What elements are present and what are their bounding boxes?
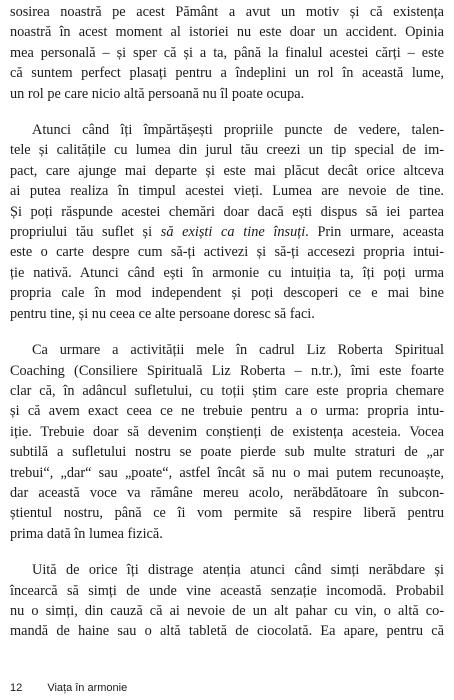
text-line: este o carte despre cum să-ți activezi și să-ți accesezi propria intui- (10, 244, 444, 261)
text-line: mandă de haine sau o altă tabletă de ciocolată. Ea apare, pentru că (10, 623, 444, 640)
text-line: Uită de orice îți distrage atenția atunci când simți nerăbdare și (32, 562, 444, 579)
text-line: încearcă să simți de unde vine această senzație incomodă. Probabil (10, 582, 444, 599)
text-line: Și poți răspunde acestei chemări doar dacă ești dispus să iei partea (10, 203, 444, 220)
text-line: tele și calitățile cu lumea din jurul tău creezi un tip special de im- (10, 142, 444, 159)
italic-phrase: să exiști ca tine însuți (160, 224, 306, 241)
paragraph-4 (10, 560, 444, 642)
text-run: propriului tău suflet și (10, 224, 161, 241)
paragraph-3 (10, 340, 444, 544)
text-line: sosirea noastră pe acest Pământ a avut un motiv și că existența (10, 4, 444, 20)
text-line: prima dată în lumea fizică. (10, 525, 163, 542)
paragraph-2 (10, 120, 444, 324)
body-text (10, 2, 444, 658)
text-line: un rol pe care nicio altă persoană nu îl poate ocupa. (10, 85, 305, 102)
text-line: dar această voce va rămâne mereu acolo, nerăbdătoare în subcon- (10, 484, 444, 501)
paragraph-1 (10, 2, 444, 104)
text-line: iție. Trebuie doar să devenim conștienți de existența acesteia. Vocea (10, 423, 444, 440)
text-run: . Prin urmare, aceasta (305, 224, 445, 241)
text-line: pentru tine, și nu ceea ce alte persoane doresc să faci. (10, 305, 315, 322)
text-line: ție nativă. Atunci când ești în armonie cu intuiția ta, îți poți urma (10, 264, 444, 281)
text-line: știentul nostru, până ce îi vom permite să respire liberă pentru (10, 505, 444, 522)
text-line: propria cale în mod independent și poți descoperi ce e mai bine (10, 285, 444, 302)
text-line: Ca urmare a activității mele în cadrul Liz Roberta Spiritual (32, 342, 444, 359)
text-line: noastră în acest moment al istoriei nu este doar un accident. Opinia (10, 24, 444, 41)
text-line: și că avem exact ceea ce ne trebuie pentru a o urma: propria intu- (10, 403, 444, 420)
text-line: subtilă a sufletului nostru se poate pierde sub multe straturi de „ar (10, 444, 444, 461)
page-footer (10, 682, 127, 694)
text-line: Coaching (Consiliere Spirituală Liz Roberta – n.tr.), îmi este foarte (10, 362, 444, 379)
page-number: 12 (10, 682, 23, 694)
text-line: ai putea realiza în timpul acestei vieți. Lumea are nevoie de tine. (10, 183, 444, 200)
text-line: pact, care ajunge mai departe și este mai plăcut decât orice altceva (10, 162, 444, 179)
text-line: trebui“, „dar“ sau „poate“, astfel încât să nu o mai putem recunoaște, (10, 464, 444, 481)
running-title: Viața în armonie (47, 682, 128, 694)
text-line: nu o simți, din cauză că ai nevoie de un alt pahar cu vin, o altă co- (10, 602, 444, 619)
text-line: clar că, în adâncul sufletului, cu toții știm care este propria chemare (10, 382, 444, 399)
text-line: Atunci când îți împărtășești propriile puncte de vedere, talen- (32, 122, 444, 139)
text-line: că suntem perfect plasați pentru a îndeplini un rol în această lume, (10, 65, 444, 82)
text-line-with-italic (10, 222, 444, 242)
text-line: mea personală – și sper că și a ta, până la finalul acestei cărți – este (10, 44, 444, 61)
